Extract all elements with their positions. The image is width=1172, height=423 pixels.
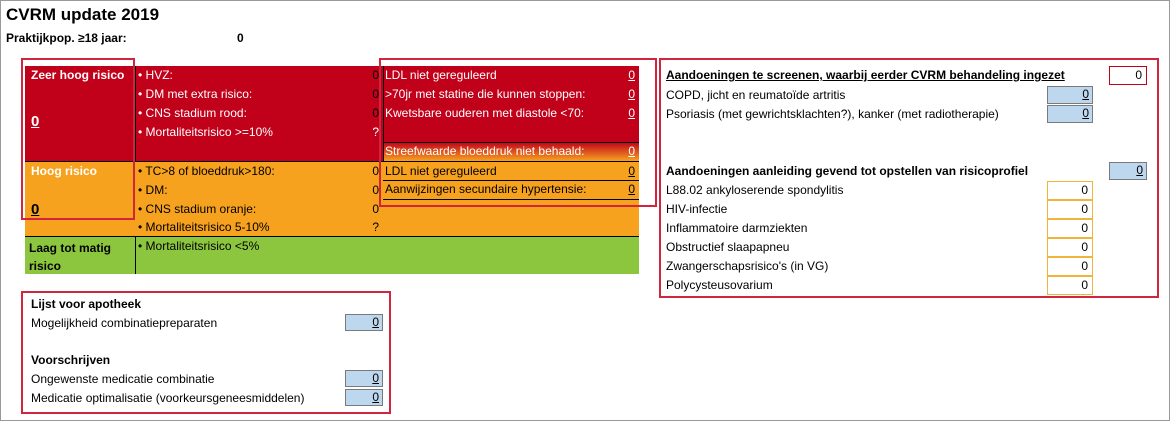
risk-right-item: >70jr met statine die kunnen stoppen:	[385, 87, 586, 101]
risk-item-value: 0	[372, 183, 379, 197]
risk-item: • Mortaliteitsrisico <5%	[138, 239, 260, 253]
screen-title: Aandoeningen te screenen, waarbij eerder CVRM behandeling ingezet	[666, 68, 1065, 82]
profiel-row-value[interactable]: 0	[1047, 181, 1093, 200]
risk-item: • CNS stadium oranje:	[138, 202, 257, 216]
profiel-row-label: L88.02 ankyloserende spondylitis	[666, 183, 844, 197]
risk-item-value: 0	[372, 106, 379, 120]
voorschrijven-row-value[interactable]: 0	[345, 370, 383, 387]
risk-item: • DM:	[138, 183, 168, 197]
apotheek-row-label: Mogelijkheid combinatiepreparaten	[31, 316, 218, 330]
profiel-row-value[interactable]: 0	[1047, 238, 1093, 257]
hoog-label: Hoog risico	[31, 164, 98, 178]
profiel-row-label: Polycysteusovarium	[666, 278, 773, 292]
voorschrijven-row-label: Medicatie optimalisatie (voorkeursgeneesmiddelen)	[31, 391, 305, 405]
risk-right-value[interactable]: 0	[628, 68, 635, 82]
screen-row-value[interactable]: 0	[1047, 105, 1093, 123]
screen-row-label: COPD, jicht en reumatoïde artritis	[666, 88, 846, 102]
risk-item: • Mortaliteitsrisico >=10%	[138, 125, 273, 139]
voorschrijven-row-value[interactable]: 0	[345, 389, 383, 406]
risk-item-value: 0	[372, 68, 379, 82]
highlight-frame-ldl	[379, 58, 657, 207]
profiel-total[interactable]: 0	[1109, 162, 1147, 180]
profiel-row-label: HIV-infectie	[666, 202, 728, 216]
risk-right-value[interactable]: 0	[628, 106, 635, 120]
screen-row-label: Psoriasis (met gewrichtsklachten?), kanker (met radiotherapie)	[666, 107, 999, 121]
praktijkpop-value: 0	[237, 31, 244, 45]
risk-item-value: 0	[372, 87, 379, 101]
streefwaarde-label: Streefwaarde bloeddruk niet behaald:	[385, 144, 585, 158]
voorschrijven-title: Voorschrijven	[31, 353, 111, 367]
risk-item-value: 0	[372, 202, 379, 216]
risk-item: • TC>8 of bloeddruk>180:	[138, 164, 275, 178]
risk-item-value: ?	[372, 220, 379, 234]
highlight-frame-risk-counts	[21, 58, 135, 220]
risk-right-item: LDL niet gereguleerd	[385, 164, 497, 178]
hoog-count[interactable]: 0	[31, 201, 40, 218]
col-divider	[135, 236, 136, 274]
risk-right-value[interactable]: 0	[628, 182, 635, 196]
risk-right-item: Aanwijzingen secundaire hypertensie:	[385, 182, 587, 196]
profiel-row-value[interactable]: 0	[1047, 200, 1093, 219]
screen-total[interactable]: 0	[1109, 66, 1147, 85]
risk-right-item: Kwetsbare ouderen met diastole <70:	[385, 106, 585, 120]
profiel-row-value[interactable]: 0	[1047, 219, 1093, 238]
risk-item: • Mortaliteitsrisico 5-10%	[138, 220, 270, 234]
risk-right-value[interactable]: 0	[628, 164, 635, 178]
streefwaarde-value[interactable]: 0	[628, 144, 635, 158]
profiel-row-label: Inflammatoire darmziekten	[666, 221, 808, 235]
screen-row-value[interactable]: 0	[1047, 86, 1093, 104]
risk-item-value: ?	[372, 125, 379, 139]
apotheek-title: Lijst voor apotheek	[31, 297, 142, 311]
risk-item: • CNS stadium rood:	[138, 106, 247, 120]
voorschrijven-row-label: Ongewenste medicatie combinatie	[31, 372, 215, 386]
profiel-row-label: Zwangerschapsrisico's (in VG)	[666, 259, 829, 273]
zeer-hoog-label: Zeer hoog risico	[31, 68, 125, 82]
profiel-row-value[interactable]: 0	[1047, 276, 1093, 295]
risk-right-item: LDL niet gereguleerd	[385, 68, 497, 82]
risk-item: • DM met extra risico:	[138, 87, 253, 101]
row-line	[25, 236, 639, 237]
zeer-hoog-count[interactable]: 0	[31, 113, 40, 130]
risk-right-value[interactable]: 0	[628, 87, 635, 101]
profiel-row-label: Obstructief slaapapneu	[666, 240, 790, 254]
risk-item: • HVZ:	[138, 68, 173, 82]
laag-label: Laag tot matig risico	[29, 241, 112, 273]
risk-item-value: 0	[372, 164, 379, 178]
page-title: CVRM update 2019	[6, 5, 160, 24]
profiel-title: Aandoeningen aanleiding gevend tot opstellen van risicoprofiel	[666, 164, 1029, 178]
apotheek-row-value[interactable]: 0	[345, 314, 383, 331]
praktijkpop-label: Praktijkpop. ≥18 jaar:	[6, 31, 127, 45]
profiel-row-value[interactable]: 0	[1047, 257, 1093, 276]
